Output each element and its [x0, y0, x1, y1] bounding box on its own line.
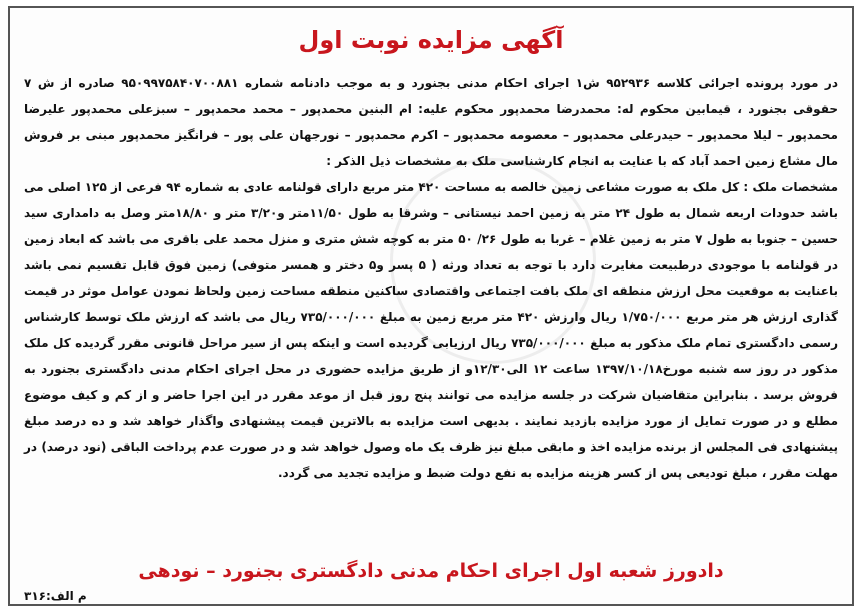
notice-body: [24, 70, 838, 486]
notice-paragraph-intro: در مورد پرونده اجرائی کلاسه ۹۵۲۹۳۶ ش۱ اجرای احکام مدنی بجنورد و به موجب دادنامه شماره ۹۵۰۹۹۷۵۸۴۰۷۰۰۸۸۱ صادره از ش ۷ حقوقی بجنورد ، قیمابین محکوم له: محمدرضا محمدپور محکوم علیه: ام البنین محمدپور – محمد محمدپور – سبزعلی محمدپور علیرضا محمدپور – لیلا محمدپور – حیدرعلی محمدپور – معصومه محمدپور – اکرم محمدپور – نورجهان علی پور – فرانگیز محمدپور مبنی بر فروش مال مشاع زمین احمد آباد که با عنایت به انجام کارشناسی ملک به مشخصات ذیل الذکر :: [24, 76, 838, 168]
notice-paragraph-details: مشخصات ملک : کل ملک به صورت مشاعی زمین خالصه به مساحت ۴۲۰ متر مربع دارای قولنامه عادی به شماره ۹۴ فرعی از ۱۲۵ اصلی می باشد حدودات اربعه شمال به طول ۲۴ متر به زمین احمد نیستانی – وشرقا به طول ۱۱/۵۰متر و۳/۲۰ متر و ۱۸/۸۰متر وصل به دامداری سید حسین – جنوبا به طول ۷ متر به زمین غلام – غربا به طول ۲۶/ ۵۰ متر به کوچه شش متری و منزل محمد علی باقری می باشد که ابعاد زمین در قولنامه با موجودی درطبیعت مغایرت دارد با توجه به تعداد ورثه ( ۵ پسر و۵ دختر و همسر متوفی) زمین فوق قابل تقسیم نمی باشد باعنایت به موقعیت محل ارزش منطقه ای ملک بافت اجتماعی واقتصادی ساکنین منطقه مساحت زمین ولحاظ نمودن عوامل موثر در قیمت گذاری ارزش هر متر مربع ۱/۷۵۰/۰۰۰ ریال وارزش ۴۲۰ متر مربع زمین به مبلغ ۷۳۵/۰۰۰/۰۰۰ ریال می باشد که ارزش ملک توسط کارشناس رسمی دادگستری تمام ملک مذکور به مبلغ ۷۳۵/۰۰۰/۰۰۰ ریال ارزیابی گردیده است و اینکه پس از سیر مراحل قانونی مقرر گردیده کل ملک مذکور در روز سه شنبه مورخ۱۳۹۷/۱۰/۱۸ ساعت ۱۲ الی۱۲/۳۰و از طریق مزایده حضوری در محل اجرای احکام مدنی دادگستری بجنورد به فروش برسد . بنابراین متقاضیان شرکت در جلسه مزایده می توانند پنج روز قبل از موعد مقرر در این اجرا حاضر و از کم و کیف موضوع مطلع و در صورت تمایل از مورد مزایده بازدید نمایند . بدیهی است مزایده به بالاترین قیمت پیشنهادی واگذار خواهد شد و ده درصد مبلغ پیشنهادی فی المجلس از برنده مزایده اخذ و مابقی مبلغ نیز ظرف یک ماه وصول خواهد شد و در صورت عدم پرداخت الباقی (نود درصد) در مهلت مقرر ، مبلغ تودیعی پس از کسر هزینه مزایده به نفع دولت ضبط و مزایده تجدید می گردد.: [24, 180, 839, 480]
notice-signature: دادورز شعبه اول اجرای احکام مدنی دادگستری بجنورد – نودهی: [138, 560, 724, 582]
notice-title: آگهی مزایده نوبت اول: [298, 26, 564, 54]
notice-reference: م الف:۳۱۶: [24, 589, 87, 603]
notice-frame: [8, 6, 854, 606]
